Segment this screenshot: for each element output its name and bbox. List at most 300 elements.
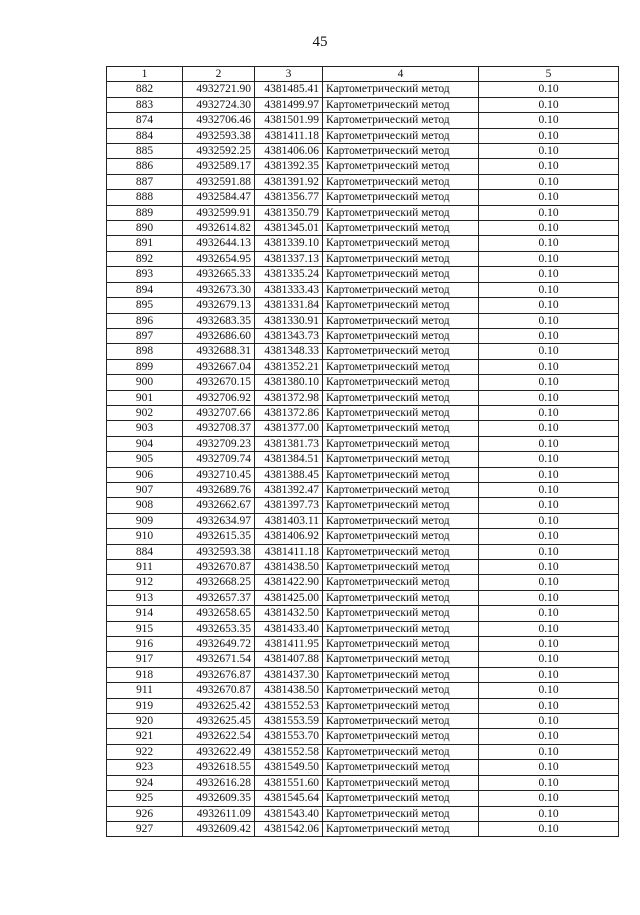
method-cell: Картометрический метод <box>323 544 479 559</box>
coordinate-x-cell: 4932625.45 <box>183 714 255 729</box>
point-number-cell: 909 <box>107 513 183 528</box>
coordinate-y-cell: 4381372.86 <box>255 405 323 420</box>
method-cell: Картометрический метод <box>323 683 479 698</box>
table-row <box>107 221 619 236</box>
coordinate-y-cell: 4381437.30 <box>255 667 323 682</box>
point-number-cell: 914 <box>107 606 183 621</box>
coordinate-x-cell: 4932634.97 <box>183 513 255 528</box>
accuracy-cell: 0.10 <box>479 298 619 313</box>
table-row <box>107 267 619 282</box>
point-number-cell: 899 <box>107 359 183 374</box>
method-cell: Картометрический метод <box>323 375 479 390</box>
accuracy-cell: 0.10 <box>479 421 619 436</box>
table-row <box>107 637 619 652</box>
table-row <box>107 344 619 359</box>
coordinate-x-cell: 4932668.25 <box>183 575 255 590</box>
method-cell: Картометрический метод <box>323 159 479 174</box>
method-cell: Картометрический метод <box>323 744 479 759</box>
accuracy-cell: 0.10 <box>479 359 619 374</box>
coordinate-x-cell: 4932724.30 <box>183 97 255 112</box>
coordinate-x-cell: 4932649.72 <box>183 637 255 652</box>
method-cell: Картометрический метод <box>323 621 479 636</box>
accuracy-cell: 0.10 <box>479 513 619 528</box>
coordinate-y-cell: 4381343.73 <box>255 328 323 343</box>
method-cell: Картометрический метод <box>323 313 479 328</box>
point-number-cell: 920 <box>107 714 183 729</box>
point-number-cell: 922 <box>107 744 183 759</box>
point-number-cell: 894 <box>107 282 183 297</box>
accuracy-cell: 0.10 <box>479 667 619 682</box>
table-row <box>107 452 619 467</box>
method-cell: Картометрический метод <box>323 328 479 343</box>
coordinate-x-cell: 4932662.67 <box>183 498 255 513</box>
coordinate-x-cell: 4932622.54 <box>183 729 255 744</box>
coordinate-y-cell: 4381549.50 <box>255 760 323 775</box>
table-row <box>107 328 619 343</box>
method-cell: Картометрический метод <box>323 775 479 790</box>
table-row <box>107 421 619 436</box>
point-number-cell: 889 <box>107 205 183 220</box>
coordinate-x-cell: 4932709.74 <box>183 452 255 467</box>
accuracy-cell: 0.10 <box>479 221 619 236</box>
coordinate-y-cell: 4381384.51 <box>255 452 323 467</box>
method-cell: Картометрический метод <box>323 482 479 497</box>
method-cell: Картометрический метод <box>323 82 479 97</box>
accuracy-cell: 0.10 <box>479 544 619 559</box>
coordinate-y-cell: 4381391.92 <box>255 174 323 189</box>
accuracy-cell: 0.10 <box>479 236 619 251</box>
coordinate-x-cell: 4932665.33 <box>183 267 255 282</box>
table-row <box>107 791 619 806</box>
accuracy-cell: 0.10 <box>479 174 619 189</box>
coordinate-x-cell: 4932671.54 <box>183 652 255 667</box>
coordinate-x-cell: 4932591.88 <box>183 174 255 189</box>
coordinate-x-cell: 4932721.90 <box>183 82 255 97</box>
accuracy-cell: 0.10 <box>479 405 619 420</box>
point-number-cell: 911 <box>107 683 183 698</box>
accuracy-cell: 0.10 <box>479 529 619 544</box>
coordinate-y-cell: 4381350.79 <box>255 205 323 220</box>
page-number: 45 <box>312 34 328 50</box>
table-row <box>107 205 619 220</box>
coordinate-x-cell: 4932657.37 <box>183 590 255 605</box>
point-number-cell: 891 <box>107 236 183 251</box>
coordinate-y-cell: 4381552.58 <box>255 744 323 759</box>
coordinate-x-cell: 4932658.65 <box>183 606 255 621</box>
accuracy-cell: 0.10 <box>479 498 619 513</box>
point-number-cell: 903 <box>107 421 183 436</box>
coordinate-x-cell: 4932670.87 <box>183 683 255 698</box>
method-cell: Картометрический метод <box>323 205 479 220</box>
coordinate-y-cell: 4381392.47 <box>255 482 323 497</box>
coordinate-x-cell: 4932706.46 <box>183 113 255 128</box>
point-number-cell: 906 <box>107 467 183 482</box>
method-cell: Картометрический метод <box>323 760 479 775</box>
point-number-cell: 915 <box>107 621 183 636</box>
table-row <box>107 236 619 251</box>
coordinate-y-cell: 4381438.50 <box>255 683 323 698</box>
accuracy-cell: 0.10 <box>479 113 619 128</box>
coordinate-y-cell: 4381485.41 <box>255 82 323 97</box>
accuracy-cell: 0.10 <box>479 714 619 729</box>
method-cell: Картометрический метод <box>323 729 479 744</box>
point-number-cell: 900 <box>107 375 183 390</box>
method-cell: Картометрический метод <box>323 251 479 266</box>
coordinate-y-cell: 4381356.77 <box>255 190 323 205</box>
coordinate-x-cell: 4932679.13 <box>183 298 255 313</box>
table-row <box>107 498 619 513</box>
point-number-cell: 896 <box>107 313 183 328</box>
point-number-cell: 887 <box>107 174 183 189</box>
coordinates-table <box>106 66 619 837</box>
accuracy-cell: 0.10 <box>479 251 619 266</box>
coordinate-y-cell: 4381392.35 <box>255 159 323 174</box>
coordinate-y-cell: 4381552.53 <box>255 698 323 713</box>
coordinate-x-cell: 4932676.87 <box>183 667 255 682</box>
method-cell: Картометрический метод <box>323 637 479 652</box>
coordinate-y-cell: 4381542.06 <box>255 821 323 836</box>
accuracy-cell: 0.10 <box>479 375 619 390</box>
point-number-cell: 926 <box>107 806 183 821</box>
coordinate-x-cell: 4932609.42 <box>183 821 255 836</box>
column-header-1: 1 <box>107 67 183 82</box>
coordinate-y-cell: 4381345.01 <box>255 221 323 236</box>
table-row <box>107 359 619 374</box>
coordinate-x-cell: 4932593.38 <box>183 128 255 143</box>
table-row <box>107 82 619 97</box>
table-row <box>107 606 619 621</box>
coordinate-x-cell: 4932625.42 <box>183 698 255 713</box>
coordinate-x-cell: 4932644.13 <box>183 236 255 251</box>
table-row <box>107 313 619 328</box>
method-cell: Картометрический метод <box>323 606 479 621</box>
coordinate-y-cell: 4381433.40 <box>255 621 323 636</box>
method-cell: Картометрический метод <box>323 421 479 436</box>
method-cell: Картометрический метод <box>323 575 479 590</box>
coordinate-x-cell: 4932689.76 <box>183 482 255 497</box>
table-row <box>107 575 619 590</box>
coordinate-y-cell: 4381432.50 <box>255 606 323 621</box>
table-row <box>107 97 619 112</box>
point-number-cell: 884 <box>107 544 183 559</box>
accuracy-cell: 0.10 <box>479 821 619 836</box>
coordinate-y-cell: 4381551.60 <box>255 775 323 790</box>
table-row <box>107 375 619 390</box>
method-cell: Картометрический метод <box>323 113 479 128</box>
coordinate-x-cell: 4932618.55 <box>183 760 255 775</box>
coordinate-y-cell: 4381553.59 <box>255 714 323 729</box>
method-cell: Картометрический метод <box>323 467 479 482</box>
coordinate-x-cell: 4932584.47 <box>183 190 255 205</box>
table-row <box>107 775 619 790</box>
point-number-cell: 913 <box>107 590 183 605</box>
accuracy-cell: 0.10 <box>479 775 619 790</box>
coordinate-x-cell: 4932593.38 <box>183 544 255 559</box>
accuracy-cell: 0.10 <box>479 282 619 297</box>
accuracy-cell: 0.10 <box>479 159 619 174</box>
table-row <box>107 282 619 297</box>
coordinate-y-cell: 4381388.45 <box>255 467 323 482</box>
coordinate-x-cell: 4932707.66 <box>183 405 255 420</box>
coordinate-x-cell: 4932654.95 <box>183 251 255 266</box>
accuracy-cell: 0.10 <box>479 590 619 605</box>
point-number-cell: 910 <box>107 529 183 544</box>
coordinate-y-cell: 4381545.64 <box>255 791 323 806</box>
method-cell: Картометрический метод <box>323 97 479 112</box>
table-row <box>107 190 619 205</box>
table-row <box>107 144 619 159</box>
table-row <box>107 667 619 682</box>
coordinate-x-cell: 4932616.28 <box>183 775 255 790</box>
point-number-cell: 924 <box>107 775 183 790</box>
table-row <box>107 652 619 667</box>
table-row <box>107 544 619 559</box>
method-cell: Картометрический метод <box>323 190 479 205</box>
point-number-cell: 890 <box>107 221 183 236</box>
coordinate-y-cell: 4381543.40 <box>255 806 323 821</box>
column-header-2: 2 <box>183 67 255 82</box>
method-cell: Картометрический метод <box>323 174 479 189</box>
accuracy-cell: 0.10 <box>479 82 619 97</box>
table-row <box>107 128 619 143</box>
accuracy-cell: 0.10 <box>479 313 619 328</box>
coordinate-y-cell: 4381411.18 <box>255 128 323 143</box>
coordinate-x-cell: 4932706.92 <box>183 390 255 405</box>
coordinate-y-cell: 4381438.50 <box>255 560 323 575</box>
accuracy-cell: 0.10 <box>479 698 619 713</box>
point-number-cell: 888 <box>107 190 183 205</box>
point-number-cell: 923 <box>107 760 183 775</box>
coordinate-y-cell: 4381348.33 <box>255 344 323 359</box>
accuracy-cell: 0.10 <box>479 205 619 220</box>
table-row <box>107 482 619 497</box>
accuracy-cell: 0.10 <box>479 190 619 205</box>
point-number-cell: 904 <box>107 436 183 451</box>
coordinate-y-cell: 4381407.88 <box>255 652 323 667</box>
coordinate-y-cell: 4381425.00 <box>255 590 323 605</box>
table-row <box>107 174 619 189</box>
point-number-cell: 901 <box>107 390 183 405</box>
method-cell: Картометрический метод <box>323 436 479 451</box>
accuracy-cell: 0.10 <box>479 729 619 744</box>
point-number-cell: 886 <box>107 159 183 174</box>
method-cell: Картометрический метод <box>323 144 479 159</box>
coordinate-y-cell: 4381335.24 <box>255 267 323 282</box>
table-row <box>107 298 619 313</box>
table-row <box>107 683 619 698</box>
point-number-cell: 905 <box>107 452 183 467</box>
method-cell: Картометрический метод <box>323 282 479 297</box>
coordinate-y-cell: 4381403.11 <box>255 513 323 528</box>
method-cell: Картометрический метод <box>323 791 479 806</box>
table-row <box>107 714 619 729</box>
coordinate-x-cell: 4932611.09 <box>183 806 255 821</box>
column-header-4: 4 <box>323 67 479 82</box>
method-cell: Картометрический метод <box>323 405 479 420</box>
column-header-3: 3 <box>255 67 323 82</box>
coordinate-y-cell: 4381381.73 <box>255 436 323 451</box>
coordinate-y-cell: 4381411.95 <box>255 637 323 652</box>
coordinate-y-cell: 4381406.92 <box>255 529 323 544</box>
accuracy-cell: 0.10 <box>479 267 619 282</box>
table-row <box>107 159 619 174</box>
coordinate-x-cell: 4932653.35 <box>183 621 255 636</box>
coordinate-x-cell: 4932609.35 <box>183 791 255 806</box>
method-cell: Картометрический метод <box>323 344 479 359</box>
column-header-5: 5 <box>479 67 619 82</box>
coordinate-y-cell: 4381553.70 <box>255 729 323 744</box>
method-cell: Картометрический метод <box>323 652 479 667</box>
point-number-cell: 912 <box>107 575 183 590</box>
point-number-cell: 902 <box>107 405 183 420</box>
accuracy-cell: 0.10 <box>479 452 619 467</box>
coordinate-y-cell: 4381380.10 <box>255 375 323 390</box>
coordinate-x-cell: 4932709.23 <box>183 436 255 451</box>
accuracy-cell: 0.10 <box>479 436 619 451</box>
point-number-cell: 893 <box>107 267 183 282</box>
accuracy-cell: 0.10 <box>479 744 619 759</box>
point-number-cell: 908 <box>107 498 183 513</box>
accuracy-cell: 0.10 <box>479 144 619 159</box>
method-cell: Картометрический метод <box>323 236 479 251</box>
coordinate-y-cell: 4381406.06 <box>255 144 323 159</box>
table-row <box>107 405 619 420</box>
coordinate-y-cell: 4381499.97 <box>255 97 323 112</box>
method-cell: Картометрический метод <box>323 529 479 544</box>
method-cell: Картометрический метод <box>323 267 479 282</box>
accuracy-cell: 0.10 <box>479 637 619 652</box>
method-cell: Картометрический метод <box>323 560 479 575</box>
method-cell: Картометрический метод <box>323 498 479 513</box>
point-number-cell: 884 <box>107 128 183 143</box>
method-cell: Картометрический метод <box>323 298 479 313</box>
coordinate-x-cell: 4932686.60 <box>183 328 255 343</box>
table-row <box>107 529 619 544</box>
table-row <box>107 436 619 451</box>
point-number-cell: 927 <box>107 821 183 836</box>
table-row <box>107 590 619 605</box>
method-cell: Картометрический метод <box>323 714 479 729</box>
accuracy-cell: 0.10 <box>479 575 619 590</box>
point-number-cell: 898 <box>107 344 183 359</box>
coordinate-x-cell: 4932599.91 <box>183 205 255 220</box>
point-number-cell: 907 <box>107 482 183 497</box>
table-row <box>107 560 619 575</box>
point-number-cell: 883 <box>107 97 183 112</box>
table-row <box>107 513 619 528</box>
point-number-cell: 882 <box>107 82 183 97</box>
point-number-cell: 919 <box>107 698 183 713</box>
method-cell: Картометрический метод <box>323 698 479 713</box>
coordinate-y-cell: 4381411.18 <box>255 544 323 559</box>
method-cell: Картометрический метод <box>323 359 479 374</box>
table-row <box>107 806 619 821</box>
accuracy-cell: 0.10 <box>479 683 619 698</box>
point-number-cell: 874 <box>107 113 183 128</box>
method-cell: Картометрический метод <box>323 390 479 405</box>
accuracy-cell: 0.10 <box>479 97 619 112</box>
point-number-cell: 917 <box>107 652 183 667</box>
table-row <box>107 113 619 128</box>
coordinate-y-cell: 4381330.91 <box>255 313 323 328</box>
accuracy-cell: 0.10 <box>479 760 619 775</box>
accuracy-cell: 0.10 <box>479 467 619 482</box>
point-number-cell: 892 <box>107 251 183 266</box>
coordinate-x-cell: 4932622.49 <box>183 744 255 759</box>
accuracy-cell: 0.10 <box>479 128 619 143</box>
method-cell: Картометрический метод <box>323 513 479 528</box>
coordinate-y-cell: 4381333.43 <box>255 282 323 297</box>
coordinate-x-cell: 4932589.17 <box>183 159 255 174</box>
method-cell: Картометрический метод <box>323 452 479 467</box>
point-number-cell: 925 <box>107 791 183 806</box>
accuracy-cell: 0.10 <box>479 560 619 575</box>
point-number-cell: 921 <box>107 729 183 744</box>
coordinate-x-cell: 4932667.04 <box>183 359 255 374</box>
table-row <box>107 760 619 775</box>
table-body <box>107 82 619 837</box>
coordinate-y-cell: 4381397.73 <box>255 498 323 513</box>
coordinate-y-cell: 4381339.10 <box>255 236 323 251</box>
accuracy-cell: 0.10 <box>479 621 619 636</box>
accuracy-cell: 0.10 <box>479 791 619 806</box>
point-number-cell: 916 <box>107 637 183 652</box>
coordinate-y-cell: 4381377.00 <box>255 421 323 436</box>
table-row <box>107 698 619 713</box>
accuracy-cell: 0.10 <box>479 482 619 497</box>
table-row <box>107 621 619 636</box>
accuracy-cell: 0.10 <box>479 344 619 359</box>
accuracy-cell: 0.10 <box>479 652 619 667</box>
coordinate-x-cell: 4932614.82 <box>183 221 255 236</box>
table-row <box>107 744 619 759</box>
method-cell: Картометрический метод <box>323 806 479 821</box>
accuracy-cell: 0.10 <box>479 806 619 821</box>
coordinate-x-cell: 4932708.37 <box>183 421 255 436</box>
coordinate-y-cell: 4381422.90 <box>255 575 323 590</box>
coordinate-y-cell: 4381501.99 <box>255 113 323 128</box>
coordinate-x-cell: 4932683.35 <box>183 313 255 328</box>
point-number-cell: 911 <box>107 560 183 575</box>
coordinate-y-cell: 4381372.98 <box>255 390 323 405</box>
table-row <box>107 729 619 744</box>
point-number-cell: 897 <box>107 328 183 343</box>
coordinate-y-cell: 4381331.84 <box>255 298 323 313</box>
point-number-cell: 885 <box>107 144 183 159</box>
method-cell: Картометрический метод <box>323 221 479 236</box>
coordinate-y-cell: 4381352.21 <box>255 359 323 374</box>
method-cell: Картометрический метод <box>323 590 479 605</box>
coordinate-y-cell: 4381337.13 <box>255 251 323 266</box>
point-number-cell: 918 <box>107 667 183 682</box>
accuracy-cell: 0.10 <box>479 606 619 621</box>
coordinate-x-cell: 4932670.87 <box>183 560 255 575</box>
method-cell: Картометрический метод <box>323 667 479 682</box>
coordinate-x-cell: 4932710.45 <box>183 467 255 482</box>
coordinate-x-cell: 4932673.30 <box>183 282 255 297</box>
coordinate-x-cell: 4932615.35 <box>183 529 255 544</box>
table-header-row <box>107 67 619 82</box>
point-number-cell: 895 <box>107 298 183 313</box>
method-cell: Картометрический метод <box>323 821 479 836</box>
coordinate-x-cell: 4932688.31 <box>183 344 255 359</box>
table-row <box>107 390 619 405</box>
method-cell: Картометрический метод <box>323 128 479 143</box>
table-row <box>107 467 619 482</box>
coordinate-x-cell: 4932670.15 <box>183 375 255 390</box>
table-row <box>107 821 619 836</box>
accuracy-cell: 0.10 <box>479 390 619 405</box>
